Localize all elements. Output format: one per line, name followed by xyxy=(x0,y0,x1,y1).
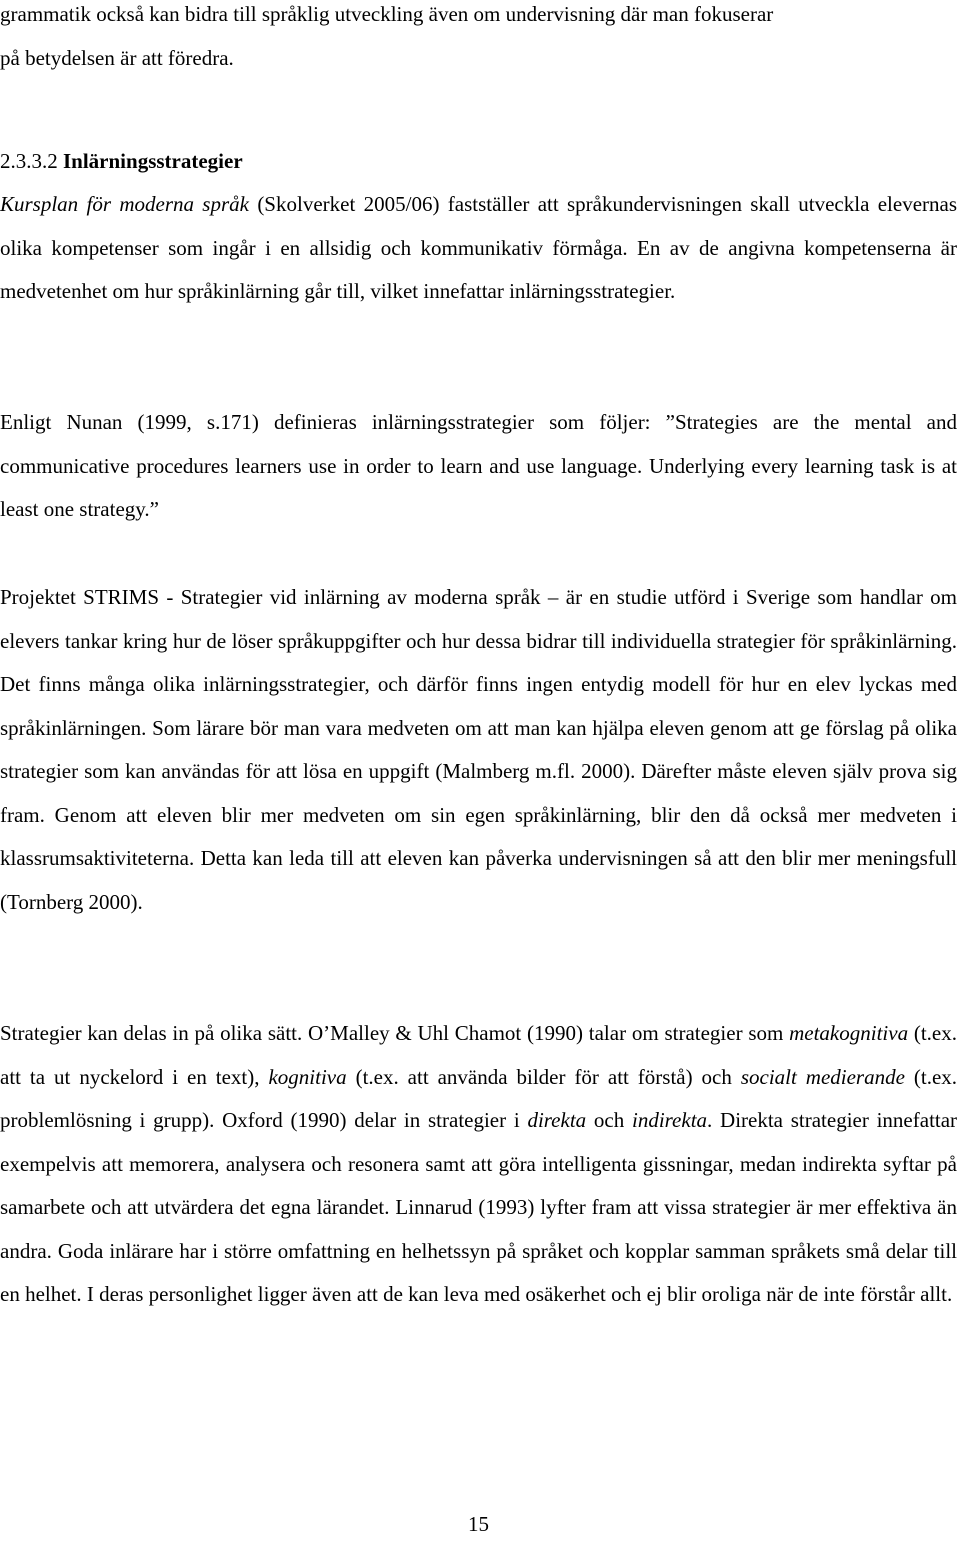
strategier-seg-5: och xyxy=(593,1108,625,1132)
strategier-italic-direkta: direkta xyxy=(527,1108,587,1132)
strategier-italic-socialt-medierande: socialt medierande xyxy=(740,1064,905,1089)
section-number: 2.3.3.2 xyxy=(0,149,58,173)
strims-text: Projektet STRIMS - Strategier vid inlärning av moderna språk – är en studie utförd i Sverige som handlar om elevers tankar kring hur de löser språkuppgifter och hur dessa bidrar till individuella strategier för språkinlärning. Det finns många olika inlärningsstrategier, och därför finns ingen entydig modell för hur en elev lyckas med språkinlärningen. Som lärare bör man vara medveten om att man kan hjälpa eleven genom att ge förslag på olika strategier som kan användas för att lösa en uppgift (Malmberg m.fl. 2000). Därefter måste eleven själv prova sig fram. Genom att eleven blir mer medveten om sin egen språkinlärning, blir den då också mer medveten i klassrumsaktiviteterna. Detta kan leda till att eleven kan påverka undervisningen så att den blir mer meningsfull (Tornberg 2000). xyxy=(0,585,957,914)
kursplan-italic-title: Kursplan för moderna språk xyxy=(0,192,249,216)
strategier-seg-3: (t.ex. att använda bilder för att förstå) och xyxy=(355,1064,732,1089)
strategier-seg-6: . Direkta strategier innefattar exempelvis att memorera, analysera och resonera samt att göra intelligenta gissningar, medan indirekta syftar på samarbete och att utvärdera det egna lärandet. Linnarud (1993) lyfter fram att vissa strategier är mer effektiva än andra. Goda inlärare har i större omfattning en helhetssyn på språket och kopplar samman språkets små delar till en helhet. I deras personlighet ligger även att de kan leva med osäkerhet och ej blir oroliga när de inte förstår allt. xyxy=(0,1108,958,1306)
intro-line-1: grammatik också kan bidra till språklig utveckling även om undervisning där man fokuserar xyxy=(0,2,774,26)
strategier-seg-4: (t.ex. problemlösning i grupp). Oxford (1990) delar in strategier i xyxy=(0,1064,958,1132)
strategier-seg-2: (t.ex. att ta ut nyckelord i en text), xyxy=(0,1021,957,1089)
intro-line-2: på betydelsen är att föredra. xyxy=(0,45,234,70)
paragraph-kursplan xyxy=(0,183,957,314)
paragraph-strims xyxy=(0,576,957,924)
section-title: Inlärningsstrategier xyxy=(63,149,243,173)
strategier-seg-1: Strategier kan delas in på olika sätt. O’Malley & Uhl Chamot (1990) talar om strategier som xyxy=(0,1021,784,1045)
paragraph-nunan xyxy=(0,401,957,532)
strategier-italic-metakognitiva: metakognitiva xyxy=(789,1021,909,1045)
nunan-text: Enligt Nunan (1999, s.171) definieras inlärningsstrategier som följer: ”Strategies are the mental and communicative procedures learners use in order to learn and use language. Underlying every learning task is at least one strategy.” xyxy=(0,410,957,521)
section-heading xyxy=(0,140,243,184)
paragraph-intro xyxy=(0,0,957,80)
strategier-italic-kognitiva: kognitiva xyxy=(268,1064,347,1089)
page-number: 15 xyxy=(468,1512,489,1536)
paragraph-strategier xyxy=(0,1012,957,1317)
strategier-italic-indirekta: indirekta xyxy=(632,1108,708,1132)
kursplan-text: (Skolverket 2005/06) fastställer att språkundervisningen skall utveckla elevernas olika kompetenser som ingår i en allsidig och kommunikativ förmåga. En av de angivna kompetenserna är medvetenhet om hur språkinlärning går till, vilket innefattar inlärningsstrategier. xyxy=(0,192,958,303)
